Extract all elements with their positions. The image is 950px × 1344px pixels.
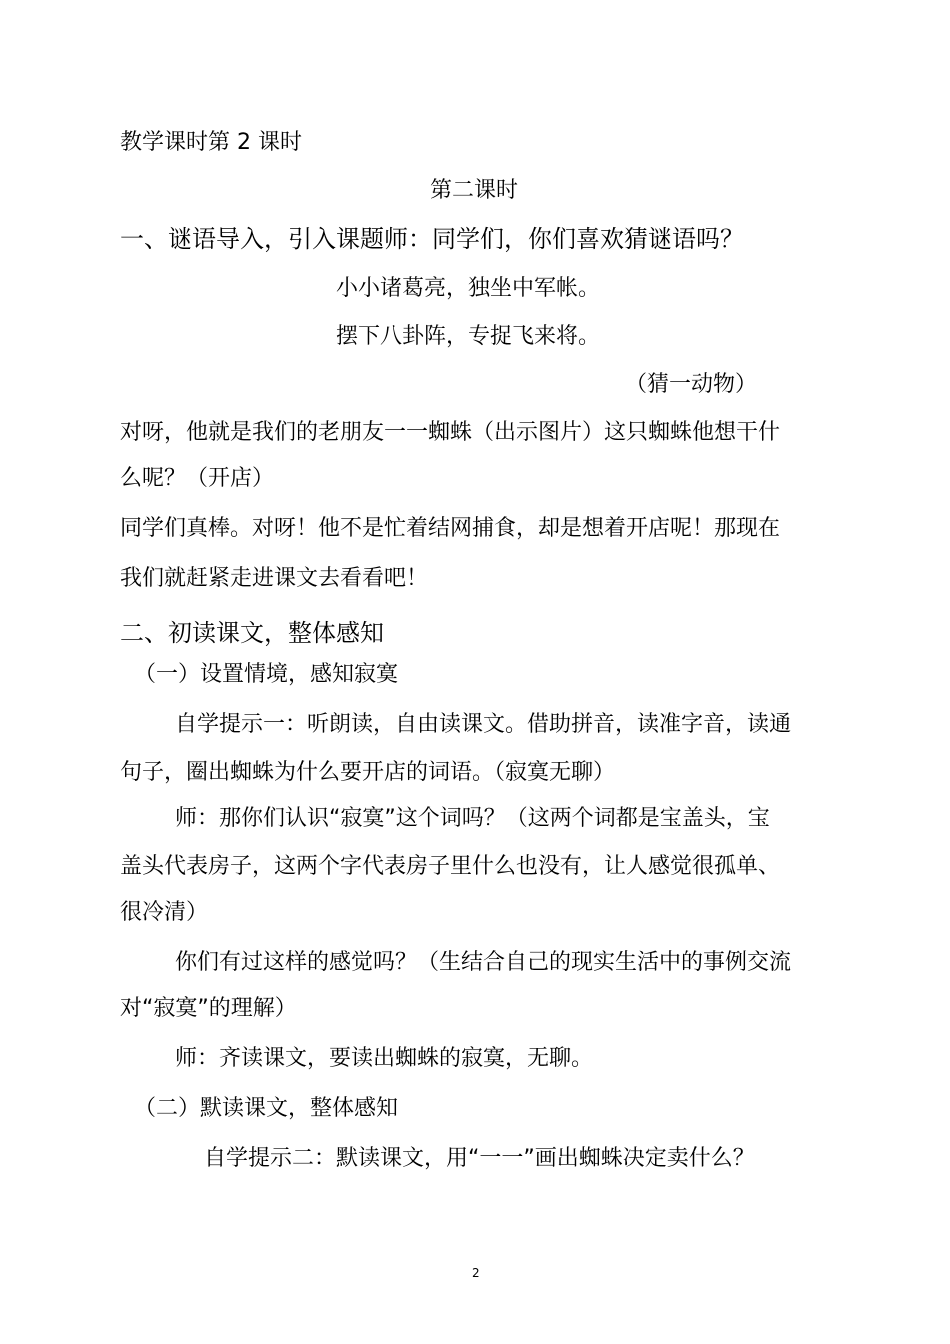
- teacher-1-line-1: 师：那你们认识“寂寞”这个词吗？（这两个词都是宝盖头，宝: [175, 806, 770, 831]
- paragraph-1-line-1: 对呀，他就是我们的老朋友一一蜘蛛（出示图片）这只蜘蛛他想干什: [120, 420, 781, 445]
- page-number: 2: [472, 1266, 480, 1280]
- riddle-line-2: 摆下八卦阵，专捉飞来将。: [336, 324, 601, 349]
- paragraph-2-line-1: 同学们真棒。对呀！他不是忙着结网捕食，却是想着开店呢！那现在: [120, 516, 781, 541]
- teacher-1-line-2: 盖头代表房子，这两个字代表房子里什么也没有，让人感觉很孤单、: [120, 854, 781, 879]
- lesson-period: 教学课时第 2 课时: [120, 130, 302, 155]
- riddle-line-1: 小小诸葛亮，独坐中军帐。: [336, 276, 601, 301]
- sub-heading-1: （一）设置情境，感知寂寞: [134, 662, 399, 687]
- sub-heading-2: （二）默读课文，整体感知: [134, 1096, 399, 1121]
- prompt-2: 自学提示二：默读课文，用“一一”画出蜘蛛决定卖什么？: [204, 1146, 755, 1171]
- prompt-1-line-1: 自学提示一：听朗读，自由读课文。借助拼音，读准字音，读通: [175, 712, 792, 737]
- part1-heading: 一、谜语导入，引入课题师：同学们，你们喜欢猜谜语吗？: [120, 225, 744, 253]
- teacher-1-line-3: 很冷清）: [120, 900, 209, 925]
- prompt-1-line-2: 句子，圈出蜘蛛为什么要开店的词语。（寂寞无聊）: [120, 760, 616, 785]
- part2-heading: 二、初读课文，整体感知: [120, 619, 384, 647]
- question-line-2: 对“寂寞”的理解）: [120, 996, 297, 1021]
- paragraph-2-line-2: 我们就赶紧走进课文去看看吧！: [120, 566, 429, 591]
- riddle-hint: （猜一动物）: [625, 372, 758, 397]
- teacher-2: 师：齐读课文，要读出蜘蛛的寂寞，无聊。: [175, 1046, 594, 1071]
- question-line-1: 你们有过这样的感觉吗？（生结合自己的现实生活中的事例交流: [175, 950, 792, 975]
- section-title: 第二课时: [430, 178, 519, 203]
- paragraph-1-line-2: 么呢？（开店）: [120, 466, 275, 491]
